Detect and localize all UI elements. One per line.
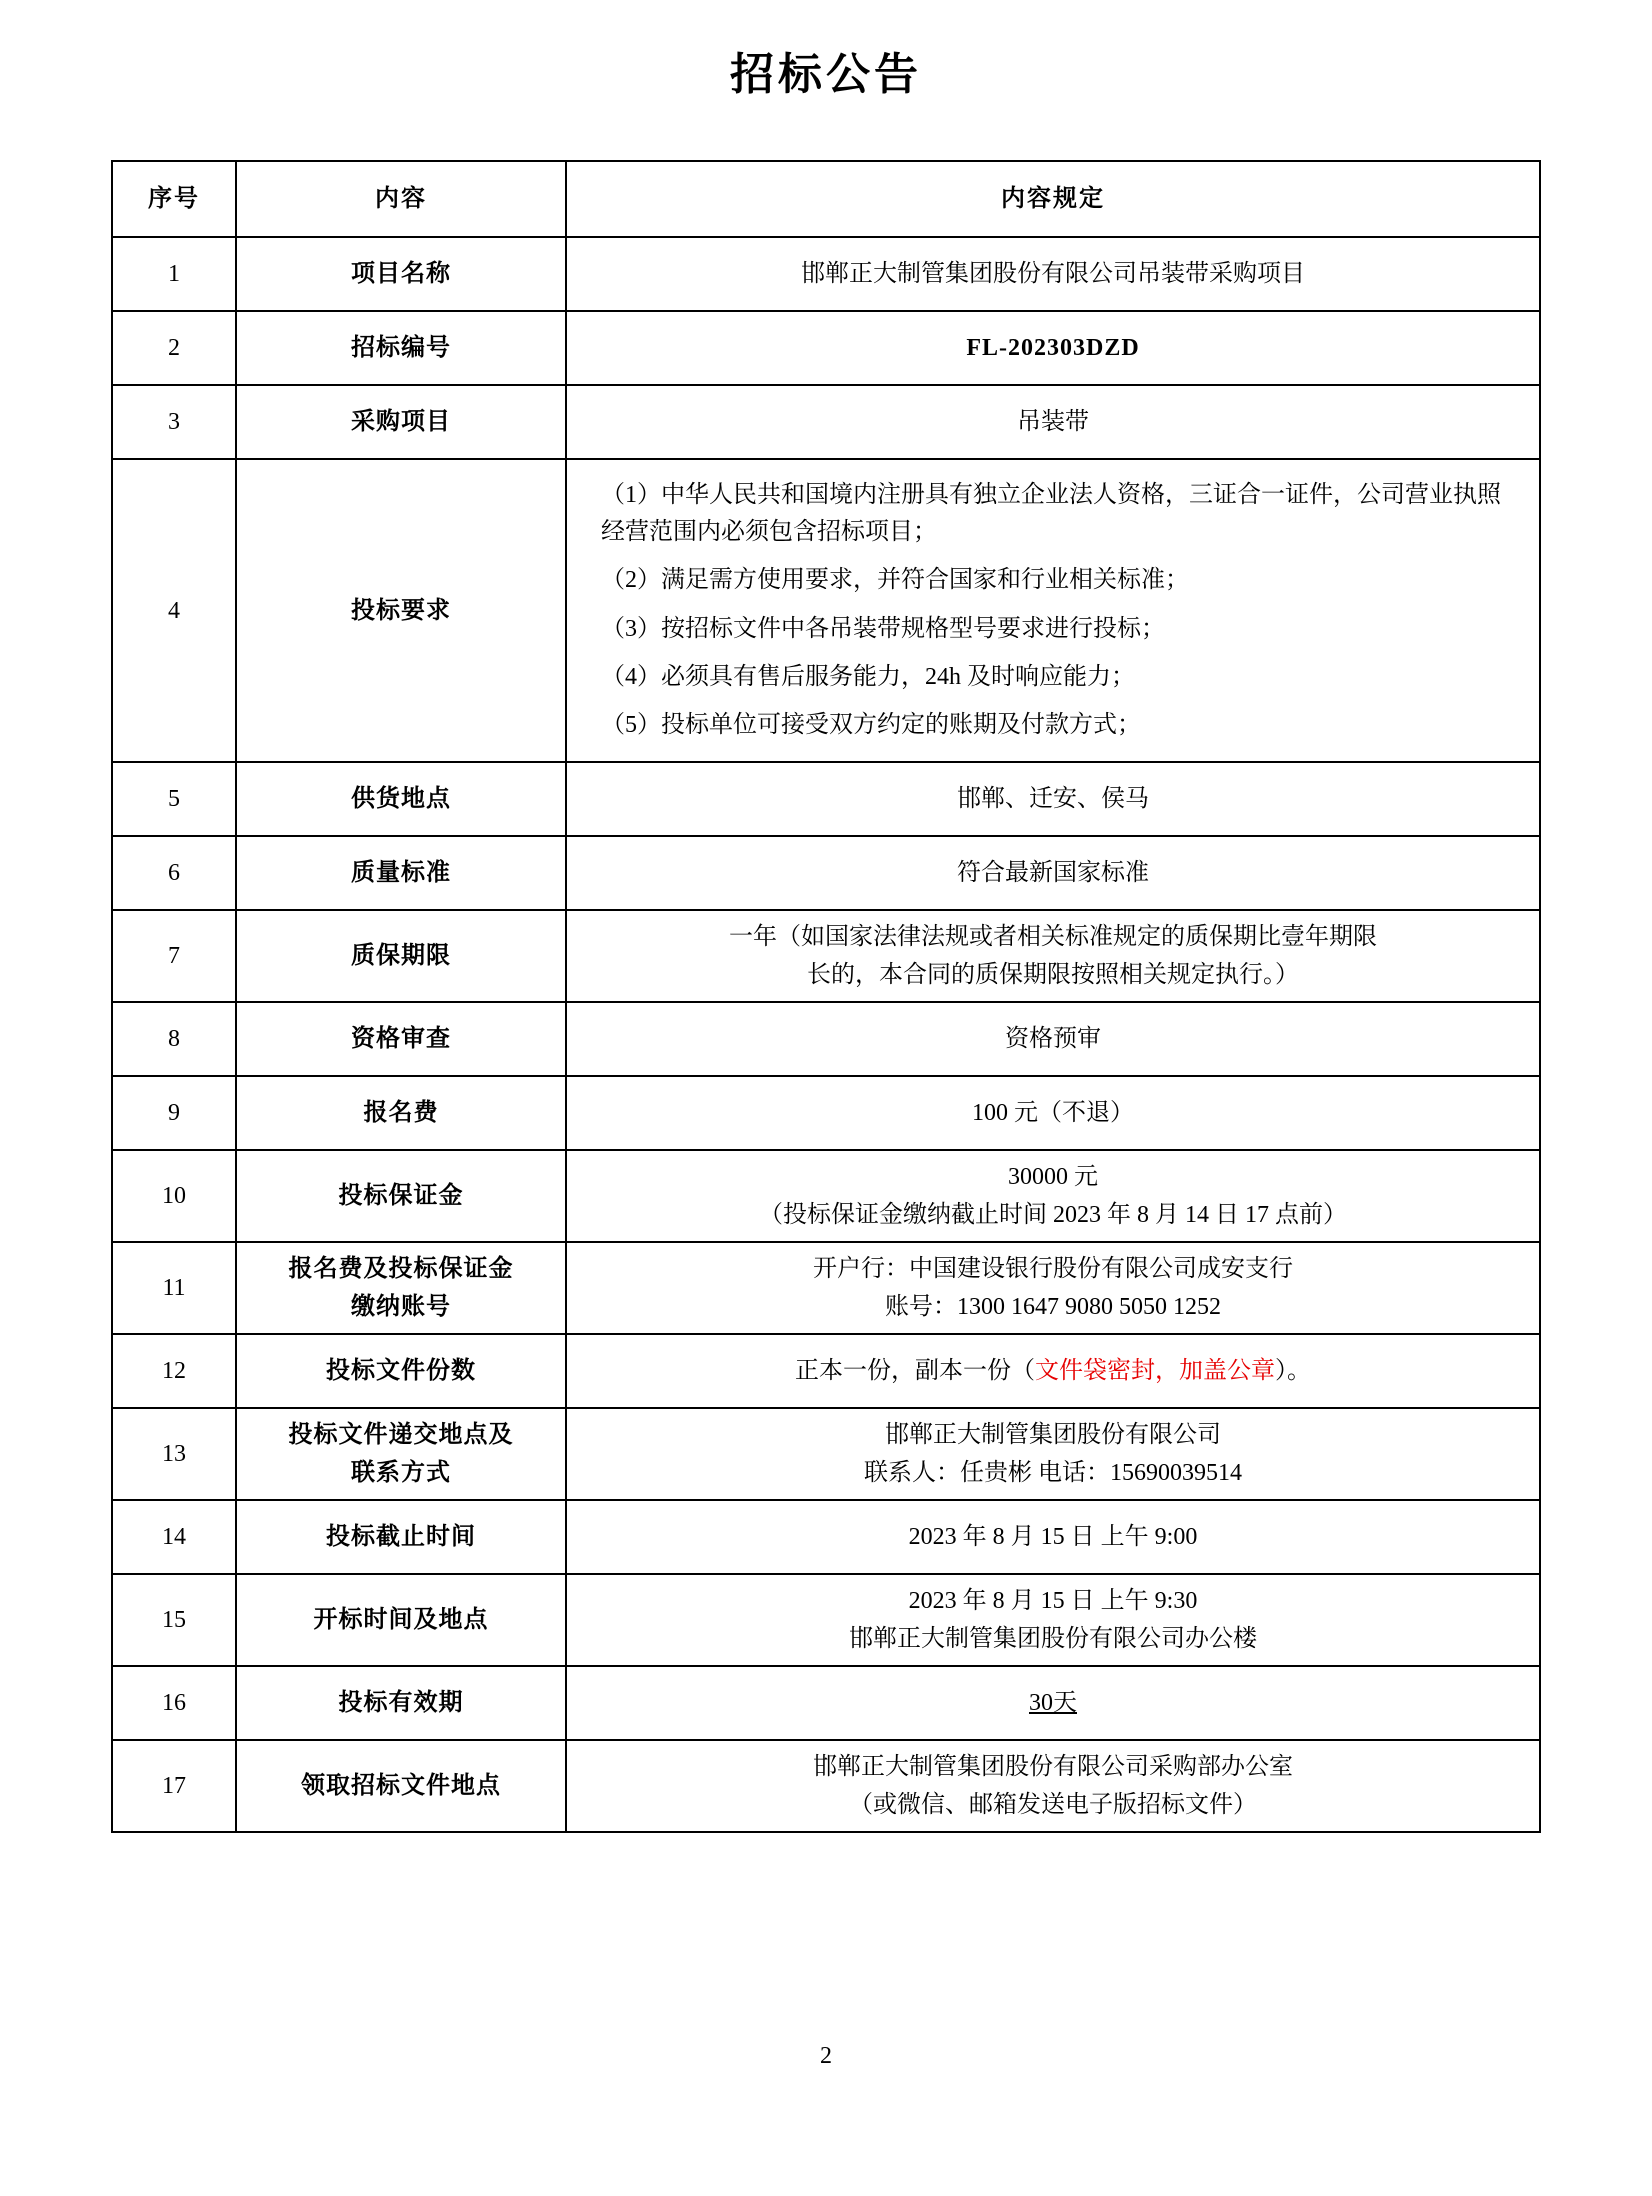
row-content: 邯郸正大制管集团股份有限公司吊装带采购项目 (566, 237, 1540, 311)
validity-period-value: 30天 (1029, 1690, 1077, 1717)
content-line: （投标保证金缴纳截止时间 2023 年 8 月 14 日 17 点前） (759, 1202, 1347, 1229)
table-row (112, 311, 1540, 385)
row-no: 10 (112, 1150, 236, 1242)
row-item-line: 投标文件递交地点及 (288, 1422, 514, 1449)
row-content: 资格预审 (566, 1002, 1540, 1076)
row-no: 11 (112, 1242, 236, 1334)
row-item: 投标保证金 (236, 1150, 566, 1242)
page-title: 招标公告 (730, 50, 922, 99)
row-content (566, 1740, 1540, 1832)
content-line: 开户行：中国建设银行股份有限公司成安支行 (813, 1256, 1293, 1283)
notice-table-wrapper (111, 160, 1541, 1833)
row-content (566, 1242, 1540, 1334)
row-item (236, 1242, 566, 1334)
row-item: 投标有效期 (236, 1666, 566, 1740)
column-header-item: 内容 (236, 161, 566, 237)
content-suffix: ）。 (1275, 1358, 1311, 1385)
content-line: 邯郸正大制管集团股份有限公司采购部办公室 (813, 1754, 1293, 1781)
row-item: 资格审查 (236, 1002, 566, 1076)
row-no: 4 (112, 459, 236, 762)
row-item: 投标要求 (236, 459, 566, 762)
row-no: 9 (112, 1076, 236, 1150)
document-page (0, 38, 1652, 2196)
requirement-line: （3）按招标文件中各吊装带规格型号要求进行投标； (601, 615, 1165, 642)
table-row (112, 762, 1540, 836)
requirement-line: （5）投标单位可接受双方约定的账期及付款方式； (601, 711, 1141, 738)
row-item: 开标时间及地点 (236, 1574, 566, 1666)
row-content: FL-202303DZD (566, 311, 1540, 385)
content-line: 联系人：任贵彬 电话：15690039514 (864, 1460, 1242, 1487)
row-content (566, 1334, 1540, 1408)
requirement-line: （4）必须具有售后服务能力，24h 及时响应能力； (601, 663, 1135, 690)
row-item-line: 缴纳账号 (351, 1294, 451, 1321)
row-item: 招标编号 (236, 311, 566, 385)
row-no: 14 (112, 1500, 236, 1574)
row-content (566, 910, 1540, 1002)
row-no: 12 (112, 1334, 236, 1408)
content-highlight: 文件袋密封，加盖公章 (1035, 1358, 1275, 1385)
content-line: 邯郸正大制管集团股份有限公司办公楼 (849, 1626, 1257, 1653)
row-item-line: 联系方式 (351, 1460, 451, 1487)
content-line: 账号：1300 1647 9080 5050 1252 (885, 1294, 1221, 1321)
row-item: 投标截止时间 (236, 1500, 566, 1574)
row-no: 1 (112, 237, 236, 311)
table-row (112, 237, 1540, 311)
row-item: 供货地点 (236, 762, 566, 836)
row-content: 邯郸、迁安、侯马 (566, 762, 1540, 836)
content-line: （或微信、邮箱发送电子版招标文件） (849, 1792, 1257, 1819)
table-row (112, 459, 1540, 762)
row-content (566, 459, 1540, 762)
row-content (566, 1666, 1540, 1740)
content-line: 2023 年 8 月 15 日 上午 9:30 (908, 1588, 1198, 1615)
row-content (566, 1150, 1540, 1242)
requirement-line: （1）中华人民共和国境内注册具有独立企业法人资格，三证合一证件，公司营业执照经营范围内必须包含招标项目； (601, 482, 1501, 546)
row-item: 投标文件份数 (236, 1334, 566, 1408)
row-no: 13 (112, 1408, 236, 1500)
row-no: 2 (112, 311, 236, 385)
row-item: 领取招标文件地点 (236, 1740, 566, 1832)
row-no: 7 (112, 910, 236, 1002)
row-item (236, 1408, 566, 1500)
table-row (112, 1408, 1540, 1500)
page-number: 2 (820, 2043, 832, 2069)
table-row (112, 1076, 1540, 1150)
table-row (112, 1740, 1540, 1832)
table-row (112, 1334, 1540, 1408)
row-item-line: 报名费及投标保证金 (288, 1256, 514, 1283)
row-no: 17 (112, 1740, 236, 1832)
table-row (112, 385, 1540, 459)
tender-notice-table (111, 160, 1541, 1833)
row-content: 符合最新国家标准 (566, 836, 1540, 910)
row-no: 8 (112, 1002, 236, 1076)
row-no: 3 (112, 385, 236, 459)
table-row (112, 836, 1540, 910)
content-line: 一年（如国家法律法规或者相关标准规定的质保期比壹年期限 (729, 924, 1377, 951)
table-row (112, 1150, 1540, 1242)
row-item: 项目名称 (236, 237, 566, 311)
row-item: 质量标准 (236, 836, 566, 910)
table-row (112, 1500, 1540, 1574)
row-no: 6 (112, 836, 236, 910)
row-content: 吊装带 (566, 385, 1540, 459)
content-line: 长的，本合同的质保期限按照相关规定执行。） (807, 962, 1299, 989)
requirement-line: （2）满足需方使用要求，并符合国家和行业相关标准； (601, 567, 1189, 594)
table-row (112, 1002, 1540, 1076)
row-content: 2023 年 8 月 15 日 上午 9:00 (566, 1500, 1540, 1574)
row-content (566, 1408, 1540, 1500)
row-item: 采购项目 (236, 385, 566, 459)
row-no: 5 (112, 762, 236, 836)
table-row (112, 1242, 1540, 1334)
table-row (112, 1574, 1540, 1666)
column-header-content: 内容规定 (566, 161, 1540, 237)
table-row (112, 910, 1540, 1002)
content-prefix: 正本一份，副本一份（ (795, 1358, 1035, 1385)
table-header-row (112, 161, 1540, 237)
row-content: 100 元（不退） (566, 1076, 1540, 1150)
content-line: 邯郸正大制管集团股份有限公司 (885, 1422, 1221, 1449)
row-item: 报名费 (236, 1076, 566, 1150)
row-no: 16 (112, 1666, 236, 1740)
table-row (112, 1666, 1540, 1740)
row-no: 15 (112, 1574, 236, 1666)
content-line: 30000 元 (1008, 1164, 1098, 1191)
row-item: 质保期限 (236, 910, 566, 1002)
column-header-no: 序号 (112, 161, 236, 237)
row-content (566, 1574, 1540, 1666)
